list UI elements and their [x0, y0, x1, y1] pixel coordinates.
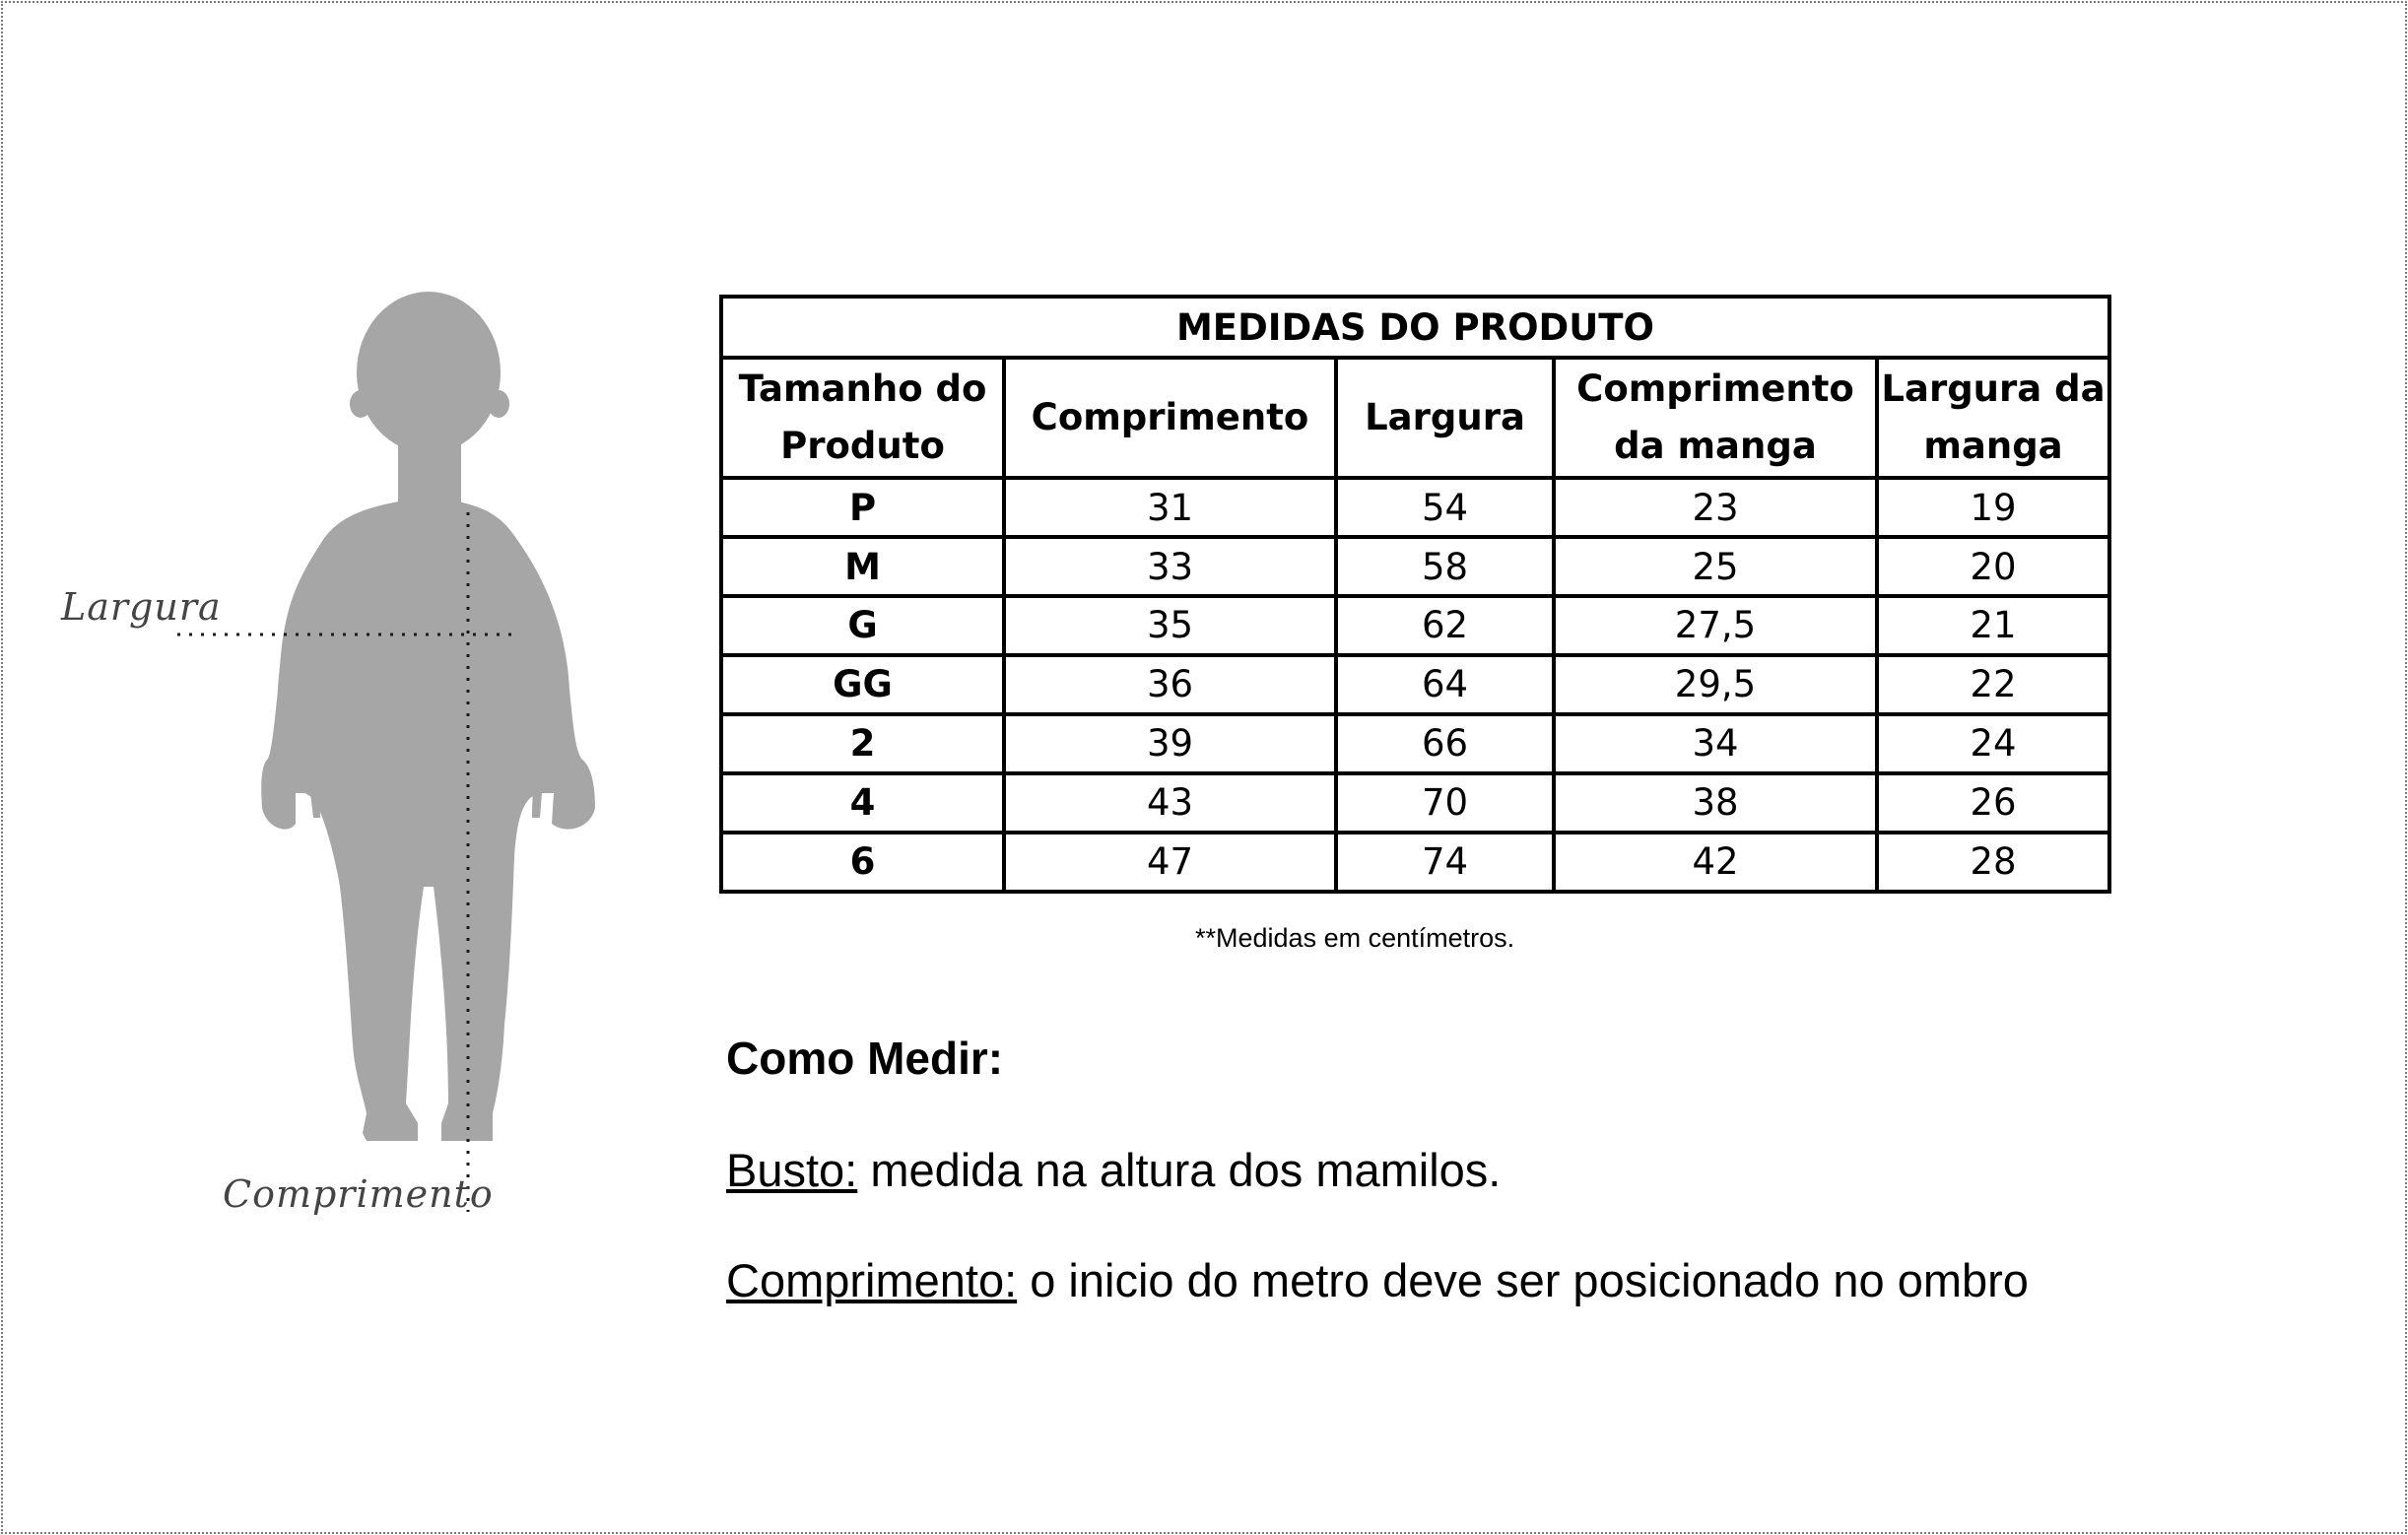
length-label: Comprimento — [223, 1172, 494, 1216]
table-row — [721, 596, 2109, 655]
width-cell: 64 — [1336, 655, 1554, 714]
header-size: Tamanho do Produto — [721, 358, 1004, 478]
sleeve-width-cell: 22 — [1877, 655, 2109, 714]
length-cell: 43 — [1004, 773, 1336, 833]
table-title: MEDIDAS DO PRODUTO — [721, 297, 2109, 358]
bust-instruction — [726, 1143, 1501, 1197]
bust-key: Busto: — [726, 1144, 858, 1196]
length-cell: 35 — [1004, 596, 1336, 655]
bust-text: medida na altura dos mamilos. — [870, 1144, 1502, 1196]
length-instruction — [726, 1253, 2029, 1307]
width-cell: 62 — [1336, 596, 1554, 655]
units-note-text: **Medidas em centímetros. — [1195, 923, 1515, 953]
sleeve-length-cell: 29,5 — [1554, 655, 1877, 714]
length-cell: 36 — [1004, 655, 1336, 714]
length-cell: 31 — [1004, 478, 1336, 537]
sleeve-length-cell: 34 — [1554, 714, 1877, 773]
sleeve-width-cell: 26 — [1877, 773, 2109, 833]
sleeve-width-cell: 24 — [1877, 714, 2109, 773]
size-cell: G — [721, 596, 1004, 655]
length-cell: 39 — [1004, 714, 1336, 773]
width-cell: 66 — [1336, 714, 1554, 773]
child-silhouette-figure — [0, 0, 690, 1535]
length-cell: 47 — [1004, 833, 1336, 892]
length-cell: 33 — [1004, 537, 1336, 596]
header-sleeve-length: Comprimento da manga — [1554, 358, 1877, 478]
table-row — [721, 773, 2109, 833]
size-cell: P — [721, 478, 1004, 537]
units-note — [0, 923, 2408, 954]
child-silhouette — [0, 0, 690, 1535]
header-length: Comprimento — [1004, 358, 1336, 478]
table-row — [721, 537, 2109, 596]
width-cell: 70 — [1336, 773, 1554, 833]
table-header-row — [721, 358, 2109, 478]
how-to-measure-title: Como Medir: — [726, 1033, 1004, 1084]
table-row — [721, 833, 2109, 892]
table-row — [721, 478, 2109, 537]
table-row — [721, 655, 2109, 714]
sleeve-length-cell: 27,5 — [1554, 596, 1877, 655]
size-table — [719, 295, 2111, 894]
size-cell: 6 — [721, 833, 1004, 892]
header-width: Largura — [1336, 358, 1554, 478]
table-row — [721, 714, 2109, 773]
width-cell: 54 — [1336, 478, 1554, 537]
width-label: Largura — [61, 585, 222, 629]
size-cell: M — [721, 537, 1004, 596]
sleeve-width-cell: 19 — [1877, 478, 2109, 537]
sleeve-length-cell: 42 — [1554, 833, 1877, 892]
sleeve-length-cell: 25 — [1554, 537, 1877, 596]
sleeve-width-cell: 28 — [1877, 833, 2109, 892]
sleeve-length-cell: 23 — [1554, 478, 1877, 537]
width-cell: 74 — [1336, 833, 1554, 892]
silhouette-shape — [261, 292, 595, 1141]
length-text: o inicio do metro deve ser posicionado no ombro — [1030, 1254, 2029, 1306]
header-sleeve-width: Largura da manga — [1877, 358, 2109, 478]
size-cell: 2 — [721, 714, 1004, 773]
width-cell: 58 — [1336, 537, 1554, 596]
sleeve-width-cell: 21 — [1877, 596, 2109, 655]
length-key: Comprimento: — [726, 1254, 1018, 1306]
size-cell: 4 — [721, 773, 1004, 833]
sleeve-length-cell: 38 — [1554, 773, 1877, 833]
size-cell: GG — [721, 655, 1004, 714]
sleeve-width-cell: 20 — [1877, 537, 2109, 596]
